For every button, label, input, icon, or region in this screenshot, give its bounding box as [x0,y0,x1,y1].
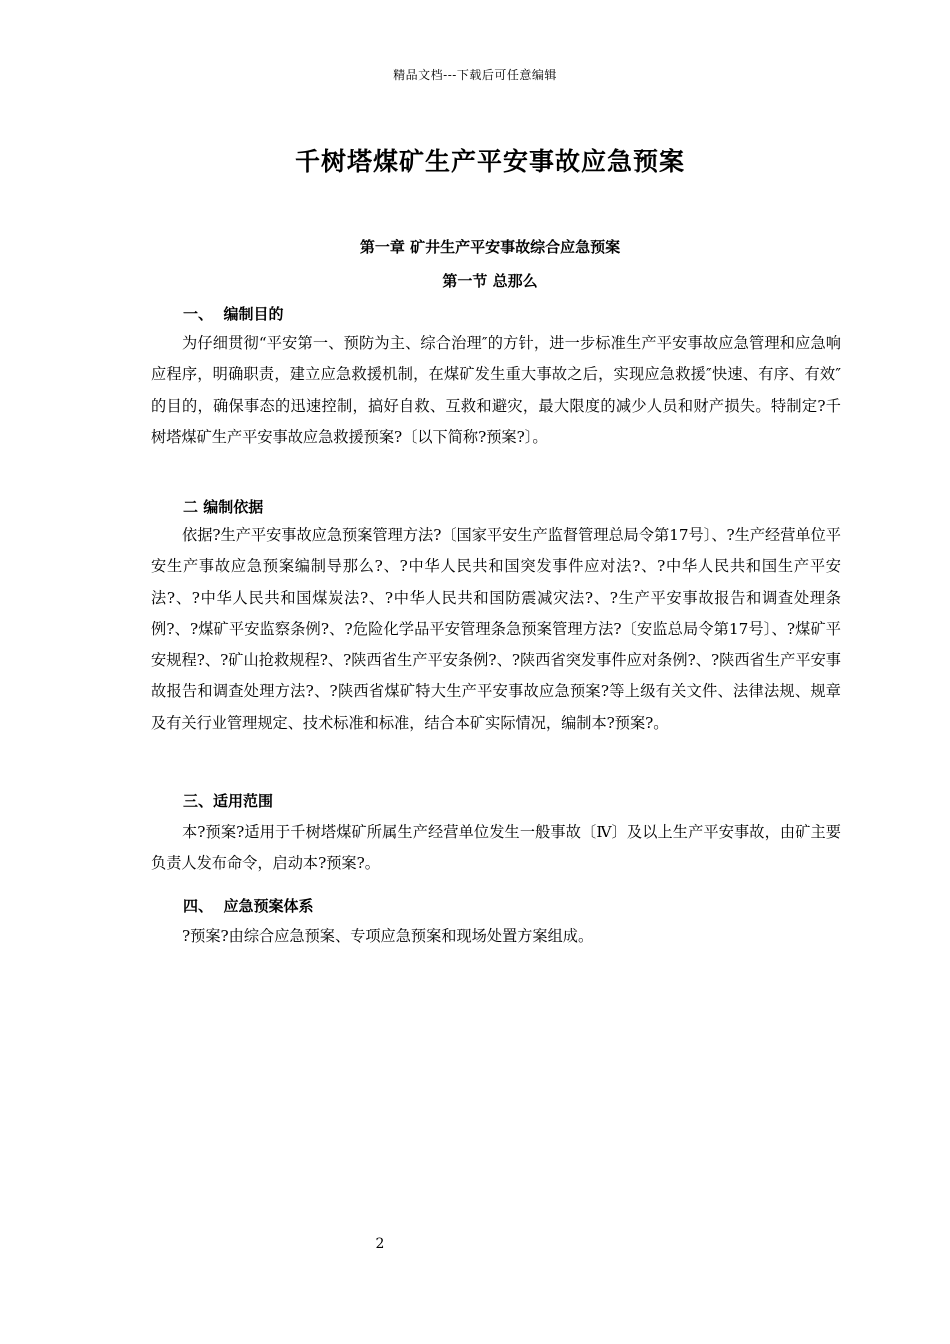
paragraph-basis: 依据?生产平安事故应急预案管理方法?〔国家平安生产监督管理总局令第17号〕、?生产经营单位平安生产事故应急预案编制导那么?、?中华人民共和国突发事件应对法?、?中华人民共和国生产平安法?、?中华人民共和国煤炭法?、?中华人民共和国防震减灾法?、?生产平安事故报告和调查处理条例?、?煤矿平安监察条例?、?危险化学品平安管理条急预案管理方法?〔安监总局令第17号〕、?煤矿平安规程?、?矿山抢救规程?、?陕西省生产平安条例?、?陕西省突发事件应对条例?、?陕西省生产平安事故报告和调查处理方法?、?陕西省煤矿特大生产平安事故应急预案?等上级有关文件、法律法规、规章及有关行业管理规定、技术标准和标准，结合本矿实际情况，编制本?预案?。 [151,526,841,732]
paragraph-scope: 本?预案?适用于千树塔煤矿所属生产经营单位发生一般事故〔Ⅳ〕及以上生产平安事故，由矿主要负责人发布命令，启动本?预案?。 [151,823,841,873]
page-number: 2 [375,1236,385,1252]
paragraph-purpose: 为仔细贯彻“平安第一、预防为主、综合治理″的方针，进一步标准生产平安事故应急管理和应急响应程序，明确职责，建立应急救援机制，在煤矿发生重大事故之后，实现应急救援″快速、有序、有效″的目的，确保事态的迅速控制，搞好自救、互救和避灾，最大限度的减少人员和财产损失。特制定?千树塔煤矿生产平安事故应急救援预案?〔以下简称?预案?〕。 [151,334,841,446]
page-header: 精品文档---下载后可任意编辑 [393,68,557,82]
subsection-heading-system: 四、 应急预案体系 [183,897,314,915]
document-title: 千树塔煤矿生产平安事故应急预案 [294,147,685,176]
section-heading: 第一节 总那么 [442,272,538,290]
paragraph-system: ?预案?由综合应急预案、专项应急预案和现场处置方案组成。 [182,927,594,945]
subsection-heading-scope: 三、适用范围 [183,792,274,810]
subsection-heading-basis: 二 编制依据 [183,498,264,516]
chapter-heading: 第一章 矿井生产平安事故综合应急预案 [359,238,621,256]
subsection-heading-purpose: 一、 编制目的 [183,305,284,323]
